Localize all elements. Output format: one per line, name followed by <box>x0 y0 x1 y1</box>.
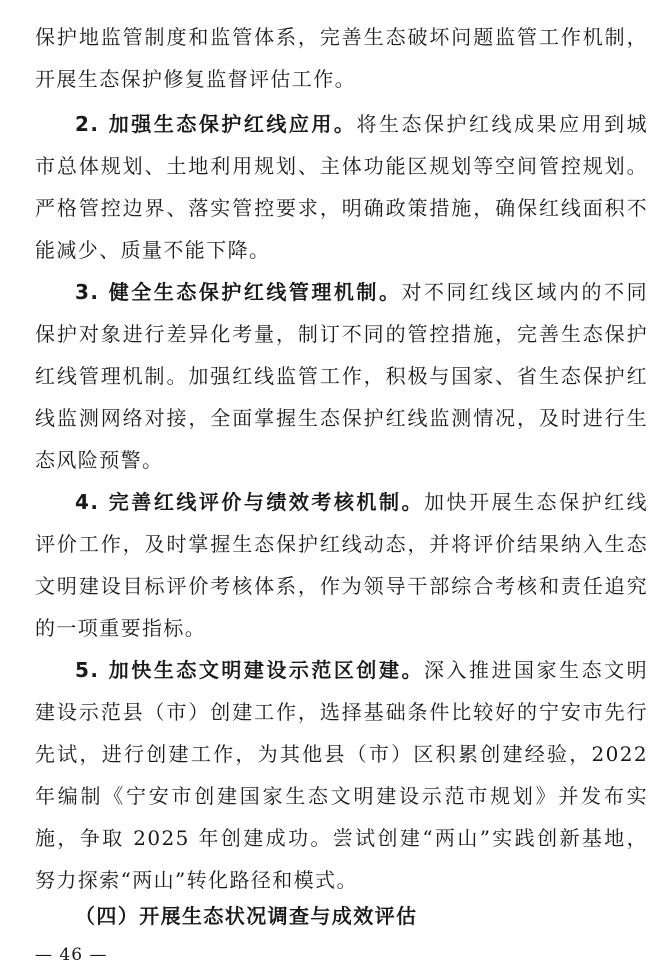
text-line: 努力探索“两山”转化路径和模式。 <box>35 868 358 892</box>
text-line: 态风险预警。 <box>35 448 164 472</box>
text-line: 严格管控边界、落实管控要求，明确政策措施，确保红线面积不 <box>35 196 648 220</box>
text-line: 的一项重要指标。 <box>35 616 207 640</box>
text-line: 保护地监管制度和监管体系，完善生态破坏问题监管工作机制， <box>35 25 648 49</box>
text-line: 保护对象进行差异化考量，制订不同的管控措施，完善生态保护 <box>35 322 648 346</box>
text-line: 开展生态保护修复监督评估工作。 <box>35 67 356 91</box>
text-line: 先试，进行创建工作，为其他县（市）区积累创建经验，2022 <box>35 742 648 766</box>
item-2-text: 将生态保护红线成果应用到城 <box>356 112 648 136</box>
text-line: 文明建设目标评价考核体系，作为领导干部综合考核和责任追究 <box>35 574 648 598</box>
item-3-first-line <box>75 271 648 313</box>
item-5-heading: 5. 加快生态文明建设示范区创建。 <box>75 658 424 682</box>
item-4-heading: 4. 完善红线评价与绩效考核机制。 <box>75 490 424 514</box>
text-line: 市总体规划、土地利用规划、主体功能区规划等空间管控规划。 <box>35 154 648 178</box>
item-3-text: 对不同红线区域内的不同 <box>401 280 648 304</box>
section-heading: （四）开展生态状况调查与成效评估 <box>75 904 418 928</box>
item-5-text: 深入推进国家生态文明 <box>423 658 648 682</box>
text-line: 建设示范县（市）创建工作，选择基础条件比较好的宁安市先行 <box>35 700 648 724</box>
text-line: 年编制《宁安市创建国家生态文明建设示范市规划》并发布实 <box>35 784 648 808</box>
text-line: 评价工作，及时掌握生态保护红线动态，并将评价结果纳入生态 <box>35 532 648 556</box>
item-2-first-line <box>75 103 648 145</box>
item-5-first-line <box>75 649 648 691</box>
item-3-heading: 3. 健全生态保护红线管理机制。 <box>75 280 402 304</box>
page-number: — 46 — <box>35 945 108 965</box>
item-4-text: 加快开展生态保护红线 <box>423 490 648 514</box>
item-4-first-line <box>75 481 648 523</box>
text-line: 线监测网络对接，全面掌握生态保护红线监测情况，及时进行生 <box>35 406 648 430</box>
item-2-heading: 2. 加强生态保护红线应用。 <box>75 112 357 136</box>
text-line: 能减少、质量不能下降。 <box>35 238 271 262</box>
text-line: 施，争取 2025 年创建成功。尝试创建“两山”实践创新基地， <box>35 826 648 850</box>
text-line: 红线管理机制。加强红线监管工作，积极与国家、省生态保护红 <box>35 364 648 388</box>
